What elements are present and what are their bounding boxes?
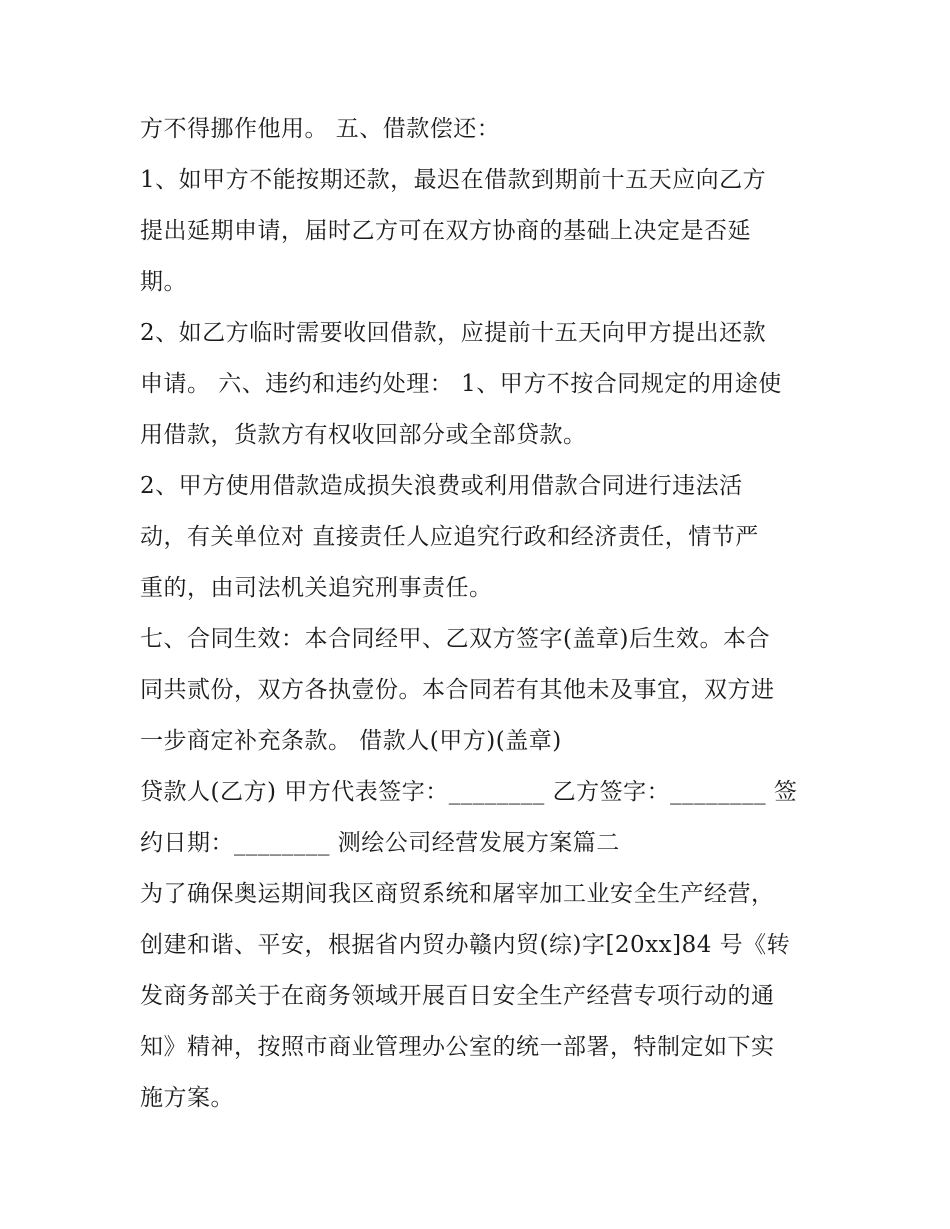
text-line: 创建和谐、平安，根据省内贸办赣内贸(综)字[20xx]84 号《转 xyxy=(140,932,791,958)
text-line: 约日期：________ 测绘公司经营发展方案篇二 xyxy=(140,830,620,856)
text-line: 七、合同生效：本合同经甲、乙双方签字(盖章)后生效。本合 xyxy=(140,626,770,652)
document-body xyxy=(140,104,820,1124)
text-line: 知》精神，按照市商业管理办公室的统一部署，特制定如下实 xyxy=(140,1034,775,1060)
text-line: 申请。 六、违约和违约处理： 1、甲方不按合同规定的用途使 xyxy=(140,371,782,397)
text-line: 1、如甲方不能按期还款，最迟在借款到期前十五天应向乙方 xyxy=(140,167,767,193)
text-line: 动，有关单位对 直接责任人应追究行政和经济责任，情节严 xyxy=(140,524,759,550)
text-line: 为了确保奥运期间我区商贸系统和屠宰加工业安全生产经营， xyxy=(140,881,775,907)
text-line: 重的，由司法机关追究刑事责任。 xyxy=(140,575,493,601)
text-line: 发商务部关于在商务领域开展百日安全生产经营专项行动的通 xyxy=(140,983,775,1009)
text-line: 期。 xyxy=(140,269,187,295)
text-line: 提出延期申请，届时乙方可在双方协商的基础上决定是否延 xyxy=(140,218,751,244)
text-line: 同共贰份，双方各执壹份。本合同若有其他未及事宜，双方进 xyxy=(140,677,775,703)
text-line: 用借款，货款方有权收回部分或全部贷款。 xyxy=(140,422,587,448)
text-line: 方不得挪作他用。 五、借款偿还： xyxy=(140,116,501,142)
text-line: 一步商定补充条款。 借款人(甲方)(盖章) xyxy=(140,728,562,754)
text-line: 2、甲方使用借款造成损失浪费或利用借款合同进行违法活 xyxy=(140,473,743,499)
text-line: 2、如乙方临时需要收回借款，应提前十五天向甲方提出还款 xyxy=(140,320,767,346)
text-line: 贷款人(乙方) 甲方代表签字：________ 乙方签字：________ 签 xyxy=(140,779,798,805)
text-line: 施方案。 xyxy=(140,1085,234,1111)
